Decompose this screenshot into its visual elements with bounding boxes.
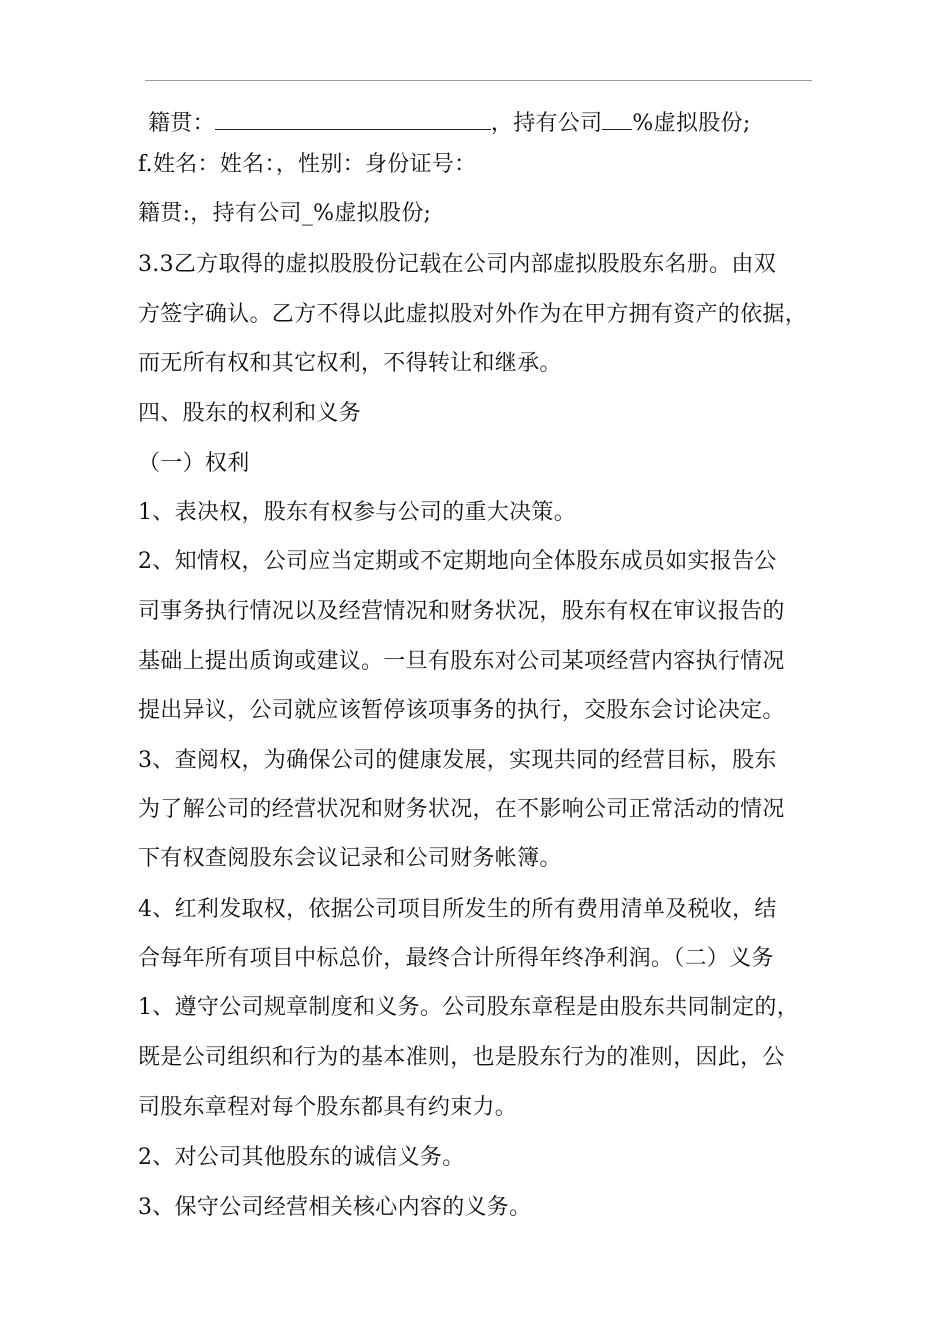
doc-line: 下有权查阅股东会议记录和公司财务帐簿。 <box>138 846 562 871</box>
doc-line: 为了解公司的经营状况和财务状况，在不影响公司正常活动的情况 <box>138 797 785 822</box>
native-place-label: 籍贯： <box>148 111 215 136</box>
doc-line: 方签字确认。乙方不得以此虚拟股对外作为在甲方拥有资产的依据， <box>138 302 808 327</box>
line-native-place-1 <box>148 105 751 139</box>
virtual-share-label: %虚拟股份; <box>632 111 751 136</box>
percent-blank <box>602 105 632 130</box>
doc-line: 司事务执行情况以及经营情况和财务状况，股东有权在审议报告的 <box>138 599 785 624</box>
doc-line: 提出异议，公司就应该暂停该项事务的执行，交股东会讨论决定。 <box>138 698 785 723</box>
doc-line: 2、对公司其他股东的诚信义务。 <box>138 1145 465 1170</box>
holding-label: ，持有公司 <box>490 111 603 136</box>
doc-line: 而无所有权和其它权利，不得转让和继承。 <box>138 351 562 376</box>
native-place-blank <box>215 105 491 130</box>
section-heading: 四、股东的权利和义务 <box>138 401 362 426</box>
doc-line: 3.3乙方取得的虚拟股股份记载在公司内部虚拟股股东名册。由双 <box>138 252 776 277</box>
header-rule <box>145 80 812 81</box>
doc-line: 2、知情权，公司应当定期或不定期地向全体股东成员如实报告公 <box>138 549 777 574</box>
doc-line: 1、遵守公司规章制度和义务。公司股东章程是由股东共同制定的， <box>138 995 799 1020</box>
doc-line: 3、保守公司经营相关核心内容的义务。 <box>138 1195 532 1220</box>
doc-line: 司股东章程对每个股东都具有约束力。 <box>138 1095 518 1120</box>
doc-line: 3、查阅权，为确保公司的健康发展，实现共同的经营目标，股东 <box>138 748 777 773</box>
doc-line: 籍贯:，持有公司_%虚拟股份; <box>138 201 432 226</box>
doc-line: 1、表决权，股东有权参与公司的重大决策。 <box>138 500 576 525</box>
doc-line: 合每年所有项目中标总价，最终合计所得年终净利润。（二）义务 <box>138 946 774 971</box>
subsection-heading: （一）权利 <box>138 451 250 476</box>
doc-line: f.姓名：姓名：，性别：身份证号： <box>138 152 477 177</box>
doc-line: 既是公司组织和行为的基本准则，也是股东行为的准则，因此，公 <box>138 1045 785 1070</box>
doc-line: 4、红利发取权，依据公司项目所发生的所有费用清单及税收，结 <box>138 897 777 922</box>
doc-line: 基础上提出质询或建议。一旦有股东对公司某项经营内容执行情况 <box>138 649 785 674</box>
